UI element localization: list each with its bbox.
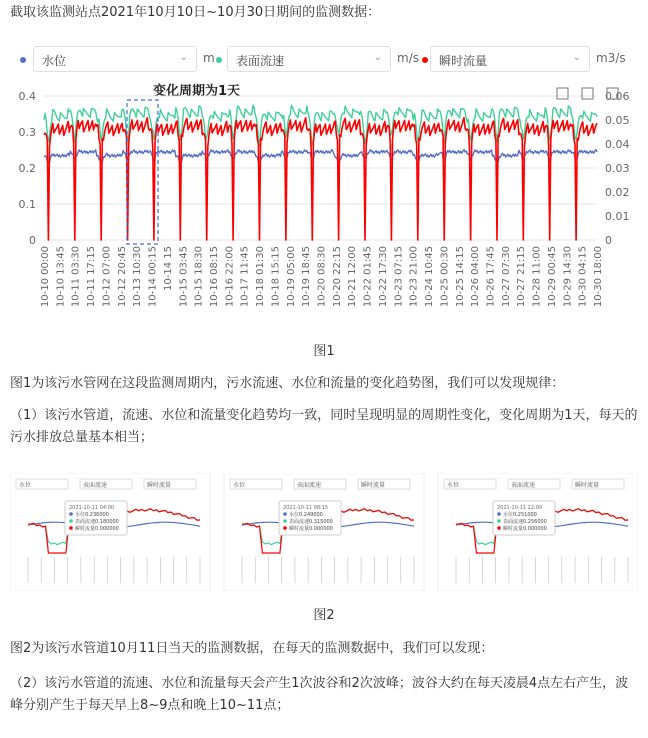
x-tick-label: 10-25 14:15 xyxy=(454,246,466,308)
series-line-2 xyxy=(44,118,597,240)
x-tick-label: 10-12 07:00 xyxy=(101,246,113,308)
tooltip-dot xyxy=(283,512,287,516)
reset-icon-shape xyxy=(582,88,593,99)
intro-text: 截取该监测站点2021年10月10日~10月30日期间的监测数据： xyxy=(10,5,381,20)
y-left-tick-label: 0.1 xyxy=(18,198,36,211)
unit-instant-flow: m3/s xyxy=(596,51,626,65)
panel-select-label: 表面流速 xyxy=(297,482,322,489)
tooltip-line: 瞬时流量0.000000 xyxy=(289,526,333,532)
x-tick-label: 10-24 10:45 xyxy=(424,246,436,308)
x-tick-label: 10-22 17:30 xyxy=(377,246,389,308)
x-tick-label: 10-22 01:45 xyxy=(362,246,374,308)
chevron-down-icon: ⌄ xyxy=(572,52,581,63)
detail-panel-2 xyxy=(224,473,424,591)
tooltip-dot xyxy=(69,512,73,516)
y-right-tick-label: 0 xyxy=(605,234,612,247)
x-tick-label: 10-18 15:15 xyxy=(270,246,282,308)
y-right-tick-label: 0.01 xyxy=(605,210,630,223)
select-water-level[interactable] xyxy=(33,46,197,72)
x-tick-label: 10-23 07:15 xyxy=(393,246,405,308)
y-right-tick-label: 0.02 xyxy=(605,186,630,199)
y-right-tick-label: 0.05 xyxy=(605,114,630,127)
x-tick-label: 10-16 22:00 xyxy=(224,245,236,308)
tooltip-time: 2021-10-11 22:00 xyxy=(497,505,543,511)
y-left-tick-label: 0.2 xyxy=(18,162,36,175)
x-tick-label: 10-19 05:00 xyxy=(285,246,297,308)
select-water-level-value: 水位 xyxy=(42,54,67,68)
figure2-caption: 图2 xyxy=(313,608,335,623)
zoom-icon-shape xyxy=(557,88,568,99)
reset-icon xyxy=(582,88,593,99)
tooltip-line: 表面流速0.180000 xyxy=(75,519,119,525)
x-tick-label: 10-20 22:15 xyxy=(331,246,343,308)
x-tick-label: 10-10 00:00 xyxy=(40,246,51,308)
x-tick-label: 10-26 17:45 xyxy=(485,246,497,308)
x-tick-label: 10-29 00:45 xyxy=(546,246,558,308)
chevron-down-icon: ⌄ xyxy=(179,52,188,63)
y-right-tick-label: 0.06 xyxy=(605,90,630,103)
tooltip-dot xyxy=(497,512,501,516)
x-tick-label: 10-28 11:00 xyxy=(531,246,543,308)
main-line-chart xyxy=(0,80,648,342)
select-instant-flow-value: 瞬时流量 xyxy=(439,54,488,68)
daily-detail-charts xyxy=(10,473,638,591)
tooltip-time: 2021-10-11 04:00 xyxy=(69,505,115,511)
x-tick-label: 10-14 00:15 xyxy=(147,246,159,308)
x-tick-label: 10-13 10:30 xyxy=(132,246,144,308)
panel-select-label: 瞬时流量 xyxy=(575,482,600,489)
legend-dot-surface-velocity xyxy=(216,57,222,63)
x-tick-label: 10-14 15 xyxy=(162,246,174,291)
tooltip-dot xyxy=(283,519,287,523)
tooltip-time: 2021-10-11 08:15 xyxy=(283,505,329,511)
x-tick-label: 10-10 13:45 xyxy=(55,246,67,308)
panel-select-label: 水位 xyxy=(19,482,32,489)
x-tick-label: 10-25 00:30 xyxy=(439,246,451,308)
x-tick-label: 10-18 01:30 xyxy=(255,246,267,308)
x-tick-label: 10-11 17:15 xyxy=(86,246,98,308)
tooltip-dot xyxy=(497,526,501,530)
tooltip-line: 瞬时流量0.000000 xyxy=(75,526,119,532)
x-tick-label: 10-21 12:00 xyxy=(347,246,359,308)
unit-surface-velocity: m/s xyxy=(397,51,419,65)
tooltip-line: 瞬时流量0.000000 xyxy=(503,526,547,532)
y-left-tick-label: 0 xyxy=(29,234,36,247)
zoom-icon xyxy=(557,88,568,99)
unit-water-level: m xyxy=(203,51,215,65)
panel-select-label: 水位 xyxy=(447,482,460,489)
select-surface-velocity-value: 表面流速 xyxy=(236,54,285,68)
x-tick-label: 10-29 14:30 xyxy=(562,246,574,308)
detail-panel-1 xyxy=(10,473,210,591)
select-instant-flow[interactable] xyxy=(430,46,590,72)
y-right-tick-label: 0.03 xyxy=(605,162,630,175)
tooltip-line: 水位0.236000 xyxy=(75,512,109,518)
select-surface-velocity[interactable] xyxy=(227,46,391,72)
x-tick-label: 10-20 08:30 xyxy=(316,246,328,308)
x-tick-label: 10-19 18:45 xyxy=(301,246,313,308)
x-tick-label: 10-26 04:00 xyxy=(470,245,482,308)
panel-select-label: 瞬时流量 xyxy=(361,482,386,489)
figure1-caption: 图1 xyxy=(313,344,335,359)
chevron-down-icon: ⌄ xyxy=(373,52,382,63)
tooltip-dot xyxy=(69,526,73,530)
tooltip-line: 表面流速0.256000 xyxy=(503,519,547,525)
x-tick-label: 10-30 04:15 xyxy=(577,246,589,308)
panel-select-label: 表面流速 xyxy=(83,482,108,489)
panel-select-label: 表面流速 xyxy=(511,482,536,489)
x-tick-label: 10-15 03:45 xyxy=(178,246,190,308)
tooltip-line: 水位0.249000 xyxy=(289,512,323,518)
x-tick-label: 10-16 08:15 xyxy=(208,246,220,308)
tooltip-line: 表面流速0.315000 xyxy=(289,519,333,525)
period-annotation: 变化周期为1天 xyxy=(153,84,241,99)
legend-dot-flow xyxy=(422,57,428,63)
finding-2: （2）该污水管道的流速、水位和流量每天会产生1次波谷和2次波峰；波谷大约在每天凌晨4点左右产生，波峰分别产生于每天早上8~9点和晚上10~11点； xyxy=(10,676,629,713)
tooltip-dot xyxy=(69,519,73,523)
figure2-description: 图2为该污水管道10月11日当天的监测数据，在每天的监测数据中，我们可以发现： xyxy=(10,641,494,656)
x-tick-label: 10-15 18:30 xyxy=(193,246,205,308)
x-tick-label: 10-17 11:45 xyxy=(239,246,251,308)
panel-select-label: 水位 xyxy=(233,482,246,489)
detail-panel-3 xyxy=(438,473,638,591)
x-tick-label: 10-27 07:30 xyxy=(500,246,512,308)
x-tick-label: 10-12 20:45 xyxy=(116,246,128,308)
finding-1: （1）该污水管道，流速、水位和流量变化趋势均一致，同时呈现明显的周期性变化，变化周期为1天，每天的污水排放总量基本相当； xyxy=(10,408,638,445)
x-tick-label: 10-27 21:15 xyxy=(516,246,528,308)
tooltip-dot xyxy=(497,519,501,523)
tooltip-line: 水位0.251000 xyxy=(503,512,537,518)
y-right-tick-label: 0.04 xyxy=(605,138,630,151)
tooltip-dot xyxy=(283,526,287,530)
x-tick-label: 10-23 21:00 xyxy=(408,246,420,308)
y-left-tick-label: 0.4 xyxy=(18,90,36,103)
x-tick-label: 10-11 03:30 xyxy=(70,246,82,308)
y-left-tick-label: 0.3 xyxy=(18,126,36,139)
legend-dot-water-level xyxy=(20,57,26,63)
x-tick-label: 10-30 18:00 xyxy=(593,246,604,308)
panel-select-label: 瞬时流量 xyxy=(147,482,172,489)
figure1-description: 图1为该污水管网在这段监测周期内，污水流速、水位和流量的变化趋势图，我们可以发现规律： xyxy=(10,376,565,391)
